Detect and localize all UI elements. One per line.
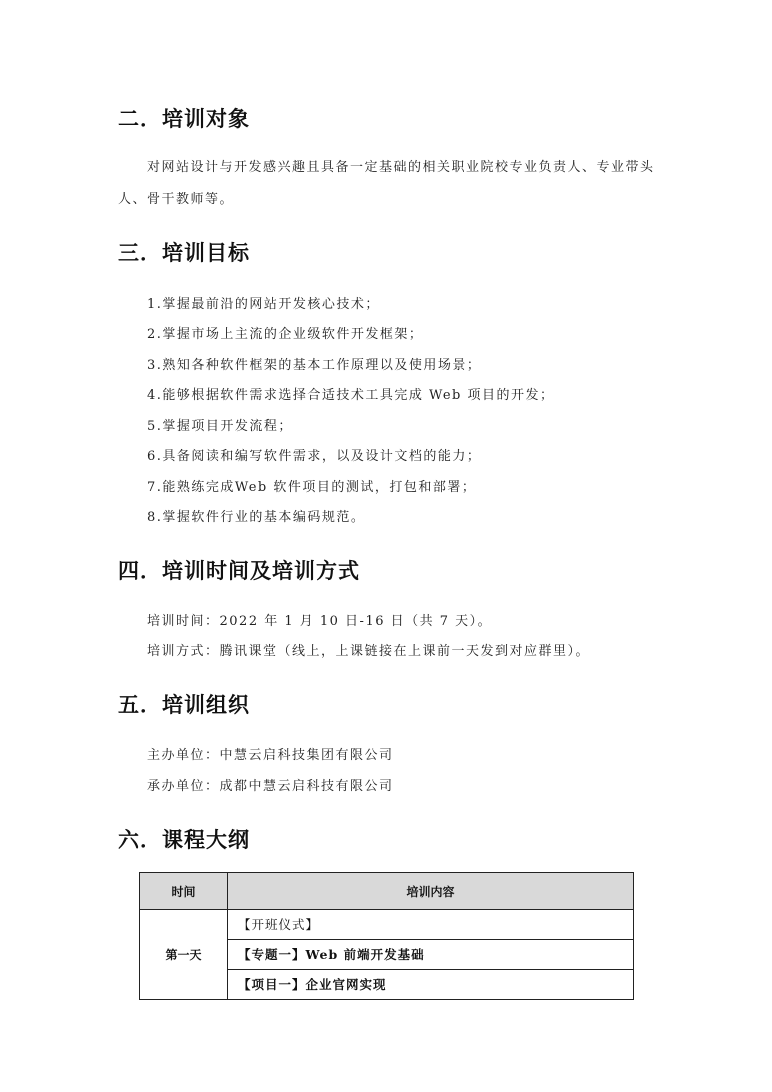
paragraph-line: 对网站设计与开发感兴趣且具备一定基础的相关职业院校专业负责人、专业带头 [147,160,655,175]
section-heading-training-time: 四．培训时间及培训方式 [118,559,360,583]
content-line: 【专题一】Web 前端开发基础 [228,939,633,969]
section-heading-course-outline: 六．课程大纲 [118,828,250,852]
table-row [140,910,634,1000]
course-outline-table [139,872,634,1000]
goal-item: 5.掌握项目开发流程； [147,419,293,434]
content-line: 【项目一】企业官网实现 [228,969,633,999]
day-cell: 第一天 [140,910,228,1000]
content-cell [228,910,634,1000]
training-time-line: 培训时间：2022 年 1 月 10 日-16 日（共 7 天）。 [147,614,493,629]
goal-item: 4.能够根据软件需求选择合适技术工具完成 Web 项目的开发； [147,388,555,403]
goal-item: 2.掌握市场上主流的企业级软件开发框架； [147,327,424,342]
organizer-line: 主办单位：中慧云启科技集团有限公司 [147,748,394,763]
goal-item: 6.具备阅读和编写软件需求，以及设计文档的能力； [147,449,482,464]
goal-item: 7.能熟练完成Web 软件项目的测试，打包和部署； [147,480,477,495]
table-header-row [140,873,634,910]
co-organizer-line: 承办单位：成都中慧云启科技有限公司 [147,779,394,794]
header-content: 培训内容 [228,873,634,910]
goal-item: 8.掌握软件行业的基本编码规范。 [147,510,366,525]
content-line: 【开班仪式】 [238,917,320,932]
goal-item: 3.熟知各种软件框架的基本工作原理以及使用场景； [147,358,482,373]
section-heading-training-organization: 五．培训组织 [118,693,250,717]
paragraph-line: 人、骨干教师等。 [118,192,235,207]
section-heading-training-goals: 三．培训目标 [118,241,250,265]
header-time: 时间 [140,873,228,910]
training-method-line: 培训方式：腾讯课堂（线上，上课链接在上课前一天发到对应群里）。 [147,644,591,659]
section-heading-training-target: 二．培训对象 [118,107,250,131]
goal-item: 1.掌握最前沿的网站开发核心技术； [147,297,380,312]
